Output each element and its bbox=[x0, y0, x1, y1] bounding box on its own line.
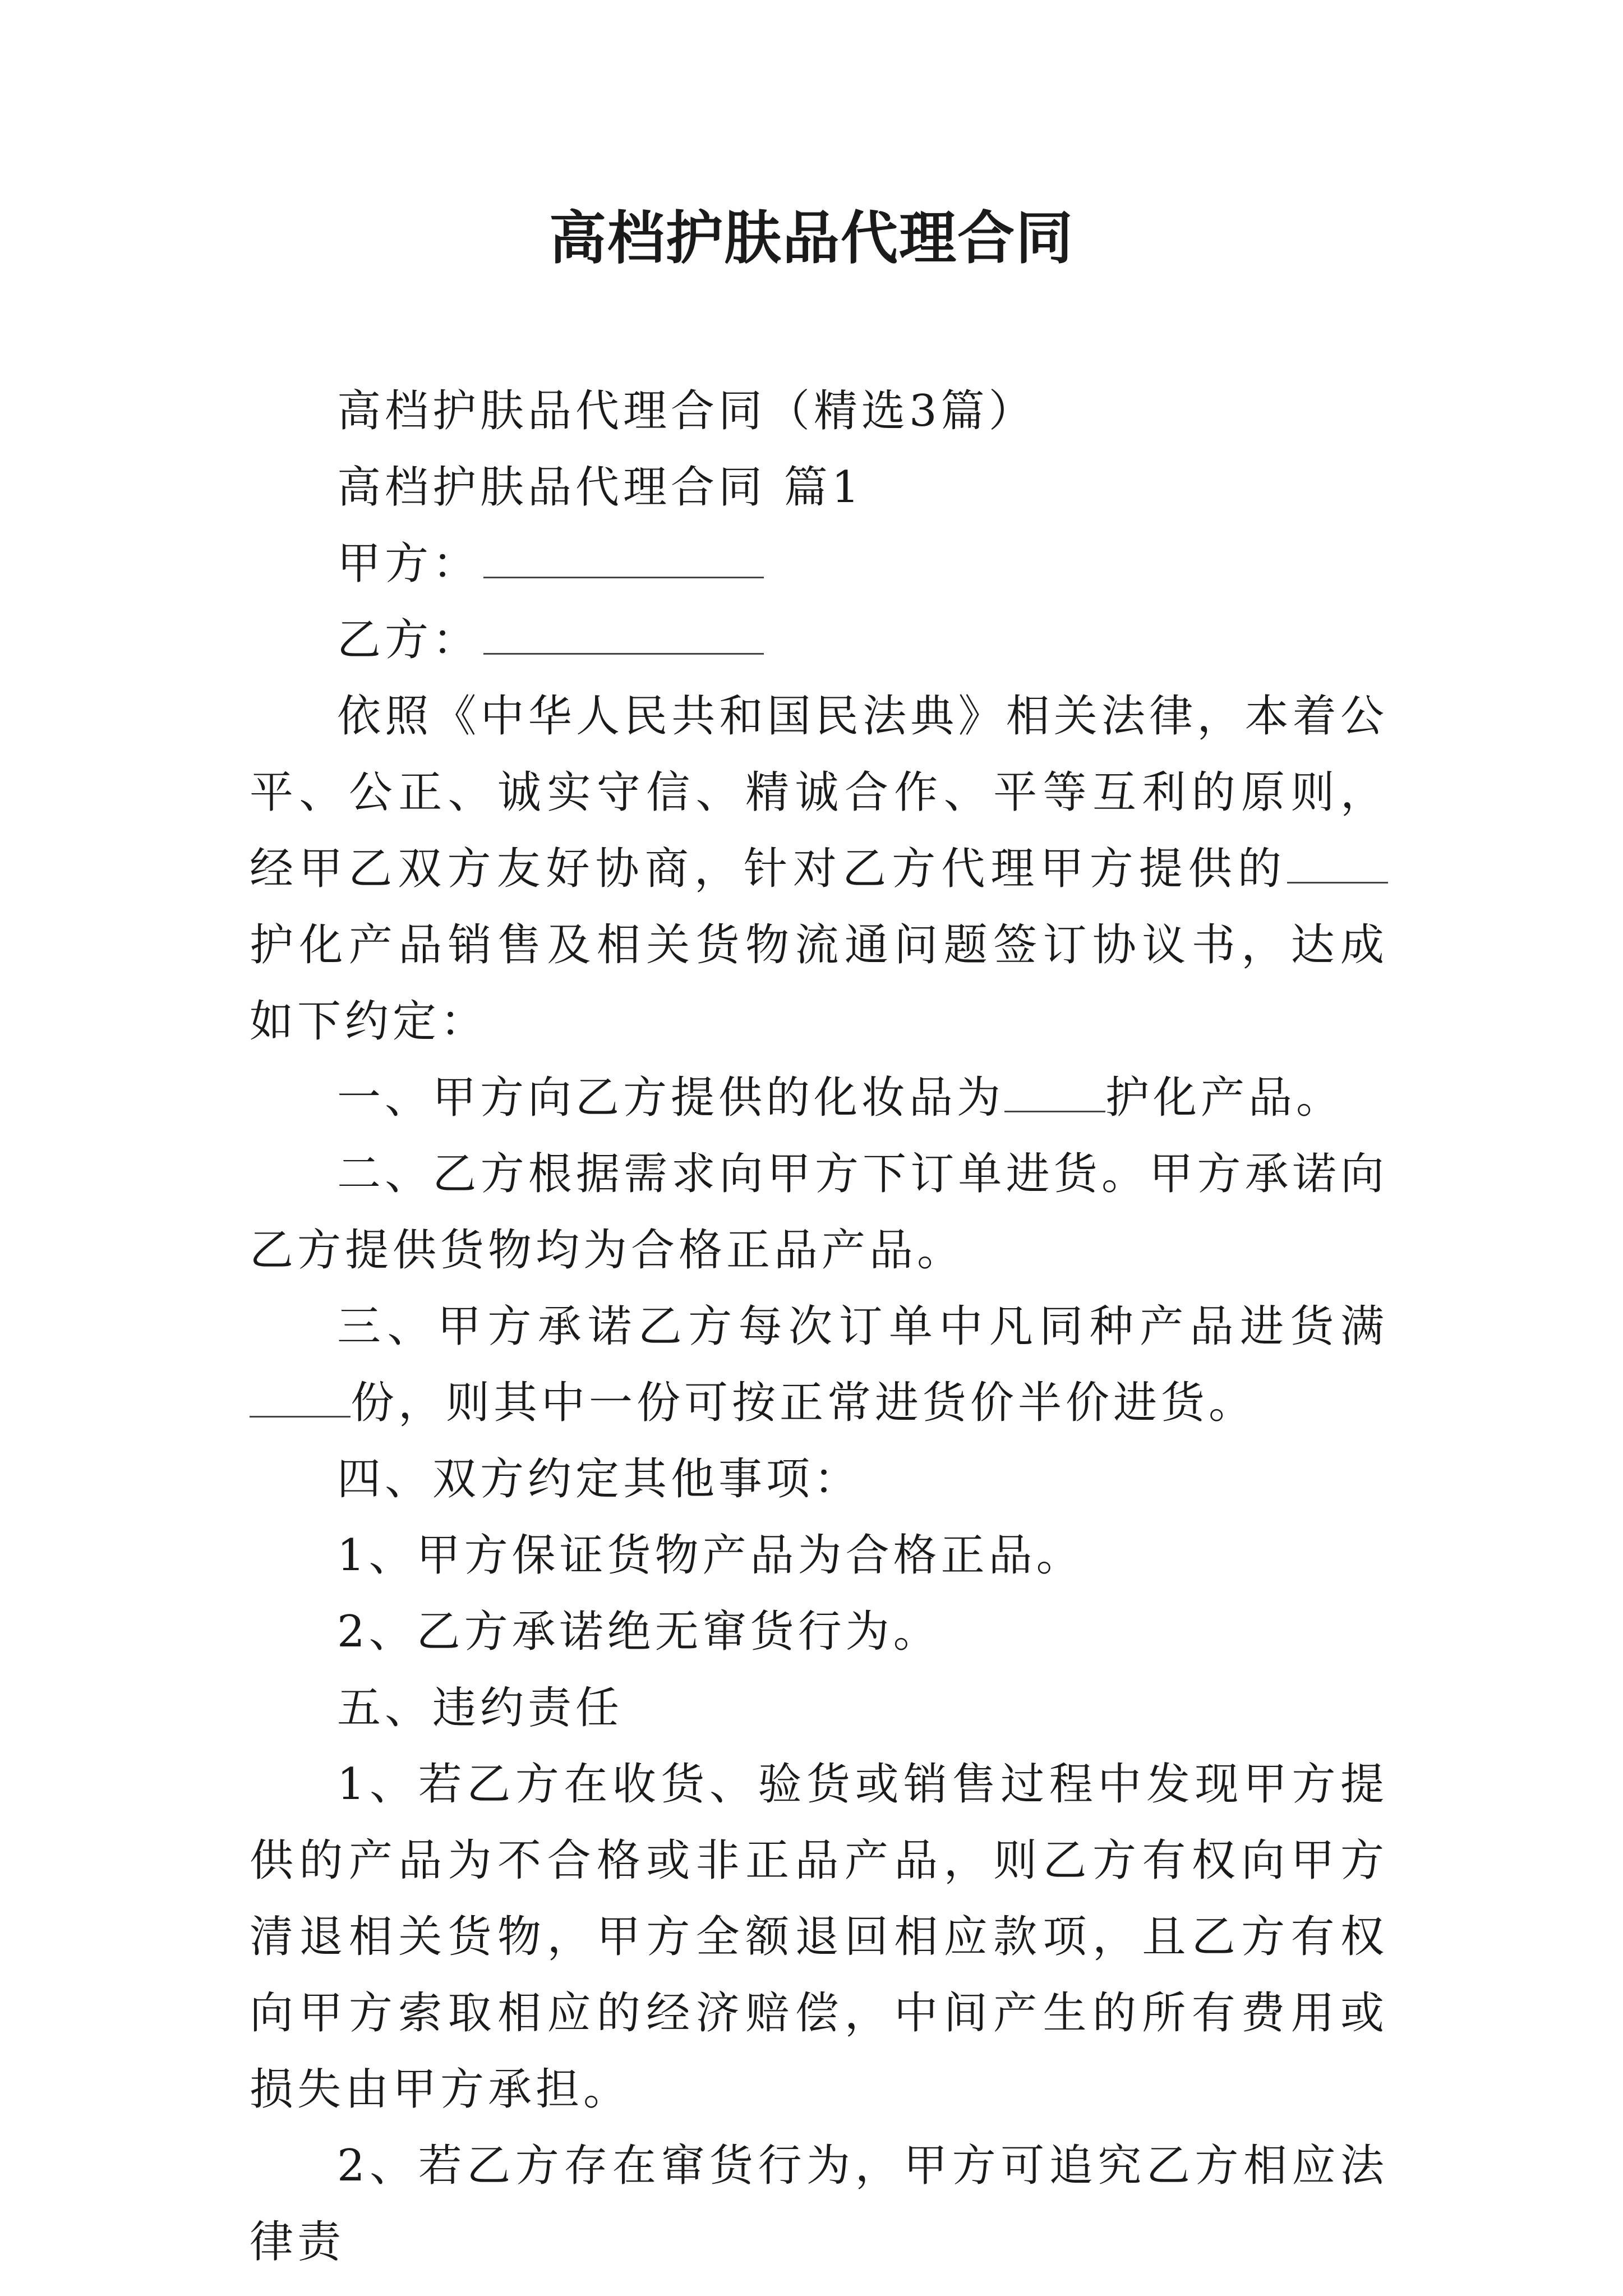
document-body bbox=[250, 373, 1388, 2280]
clause-4-item-1: 1、甲方保证货物产品为合格正品。 bbox=[337, 1530, 1084, 1581]
clause-4-item-2: 2、乙方承诺绝无窜货行为。 bbox=[337, 1607, 941, 1657]
party-a-label: 甲方： bbox=[337, 539, 481, 589]
party-b-blank bbox=[483, 619, 764, 655]
clause-1-text-2: 护化产品。 bbox=[1105, 1073, 1344, 1123]
clause-2: 二、乙方根据需求向甲方下订单进货。甲方承诺向乙方提供货物均为合格正品产品。 bbox=[250, 1149, 1388, 1276]
clause-5-item-2: 2、若乙方存在窜货行为，甲方可追究乙方相应法律责 bbox=[250, 2141, 1388, 2267]
clause-4-heading: 四、双方约定其他事项： bbox=[337, 1454, 862, 1504]
clause-1-text-1: 一、甲方向乙方提供的化妆品为 bbox=[337, 1073, 1005, 1123]
clause-1-blank bbox=[1004, 1077, 1105, 1112]
clause-3 bbox=[250, 1289, 1388, 1441]
party-a-blank bbox=[483, 543, 764, 578]
clause-3-blank bbox=[250, 1382, 351, 1418]
intro-text-1: 依照《中华人民共和国民法典》相关法律，本着公平、公正、诚实守信、精诚合作、平等互利的原则，经甲乙双方友好协商，针对乙方代理甲方提供的 bbox=[250, 691, 1388, 894]
clause-1 bbox=[250, 1060, 1388, 1136]
section-heading: 高档护肤品代理合同 篇1 bbox=[337, 462, 864, 513]
clause-3-text-1: 三、甲方承诺乙方每次订单中凡同种产品进货满 bbox=[337, 1301, 1388, 1352]
party-a-line bbox=[250, 526, 1388, 602]
intro-paragraph bbox=[250, 678, 1388, 1060]
product-blank bbox=[1287, 848, 1388, 884]
clause-5-item-1: 1、若乙方在收货、验货或销售过程中发现甲方提供的产品为不合格或非正品产品，则乙方有权向甲方清退相关货物，甲方全额退回相应款项，且乙方有权向甲方索取相应的经济赔偿，中间产生的所有费用或损失由甲方承担。 bbox=[250, 1759, 1388, 2115]
clause-3-text-2: 份，则其中一份可按正常进货价半价进货。 bbox=[351, 1378, 1257, 1428]
document-title: 高档护肤品代理合同 bbox=[549, 205, 1074, 272]
subtitle: 高档护肤品代理合同（精选3篇） bbox=[337, 386, 1036, 436]
party-b-line bbox=[250, 602, 1388, 678]
intro-text-2: 护化产品销售及相关货物流通问题签订协议书，达成如下约定： bbox=[250, 920, 1388, 1047]
party-b-label: 乙方： bbox=[337, 615, 481, 665]
clause-5-heading: 五、违约责任 bbox=[337, 1683, 624, 1733]
